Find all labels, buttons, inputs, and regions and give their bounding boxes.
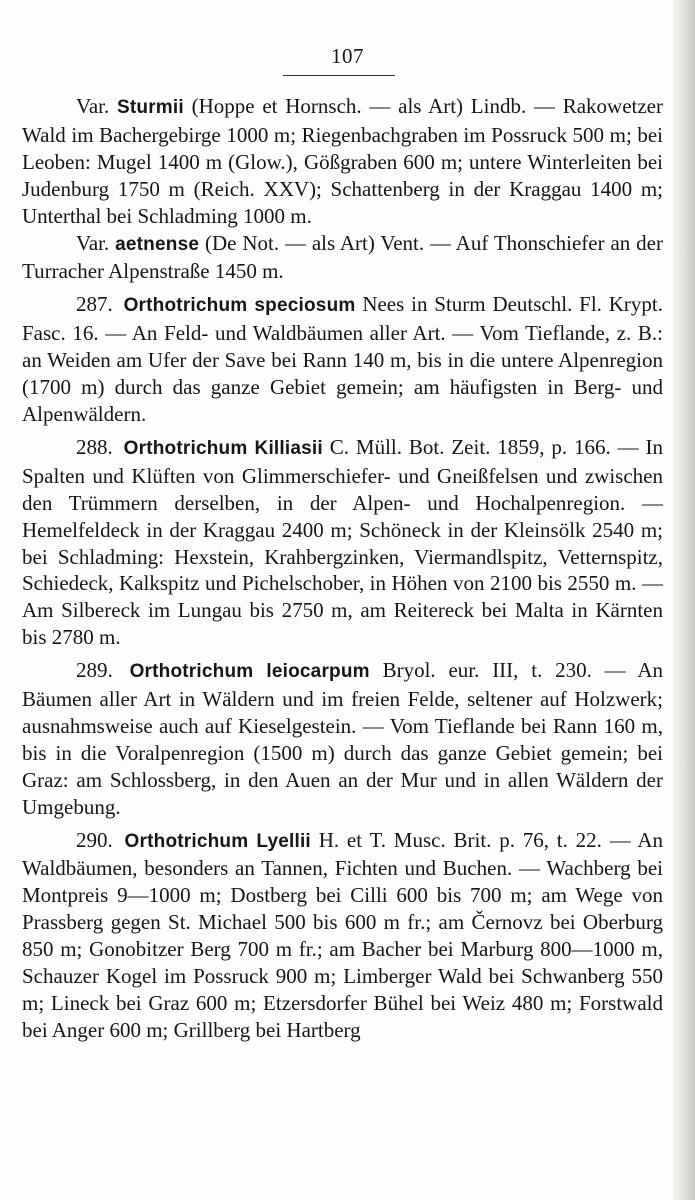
page-edge-shadow — [673, 0, 695, 1200]
variety-prefix: Var. — [76, 94, 110, 118]
paragraph-text: (De Not. — als Art) Vent. — Auf Thonschiefer an der Turracher Alpenstraße 1450 m. — [22, 230, 663, 284]
paragraph-text: Nees in Sturm Deutschl. Fl. Krypt. Fasc. 16. — An Feld- und Waldbäumen aller Art. — Vom Tieflande, z. B.: an Weiden am Ufer der Save bei Rann 140 m, bis in die untere Alpenregion (1700 m) durch das ganze Gebiet gemein; am häufigsten in Berg- und Alpenwäldern. — [22, 292, 664, 426]
taxon-name: Orthotrichum Killiasii — [123, 437, 323, 459]
paragraph-text: H. et T. Musc. Brit. p. 76, t. 22. — An Waldbäumen, besonders an Tannen, Fichten und Buchen. — Wachberg bei Montpreis 9—1000 m; Dostberg bei Cilli 600 bis 700 m; am Wege von Prassberg gegen St. Michael 500 bis 600 m fr.; am Černovz bei Oberburg 850 m; Gonobitzer Berg 700 m fr.; am Bacher bei Marburg 800—1000 m, Schauzer Kogel im Possruck 900 m; Limberger Wald bei Schwanberg 550 m; Lineck bei Graz 600 m; Etzersdorfer Bühel bei Weiz 480 m; Forstwald bei Anger 600 m; Grillberg bei Hartberg — [22, 827, 663, 1042]
taxon-name: Orthotrichum speciosum — [123, 295, 356, 317]
taxon-name: aetnense — [115, 233, 200, 255]
entry-number: 288. — [76, 434, 113, 459]
page-number: 107 — [331, 44, 364, 68]
taxon-name: Orthotrichum leiocarpum — [129, 661, 370, 683]
paragraph-288 — [22, 434, 663, 651]
page-body — [22, 93, 663, 1044]
paragraph-var-aetnense — [22, 230, 663, 286]
paragraph-var-sturmii — [22, 93, 663, 230]
entry-number: 290. — [76, 827, 113, 852]
taxon-name: Sturmii — [117, 97, 184, 118]
paragraph-289 — [22, 657, 663, 820]
variety-prefix: Var. — [76, 230, 110, 255]
paragraph-text: C. Müll. Bot. Zeit. 1859, p. 166. — In Spalten und Klüften von Glimmerschiefer- und Gneißfelsen und zwischen den Trümmern derselben, in der Alpen- und Hochalpenregion. — Hemelfeldeck in der Kraggau 2400 m; Schöneck in der Kleinsölk 2540 m; bei Schladming: Hexstein, Krahbergzinken, Viermandlspitz, Vetternspitz, Schiedeck, Kalkspitz und Pichelschober, in Höhen von 2100 bis 2550 m. — Am Silbereck im Lungau bis 2750 m, am Reitereck bei Malta in Kärnten bis 2780 m. — [22, 434, 664, 650]
page-number-rule — [283, 75, 395, 76]
entry-number: 289. — [76, 658, 113, 683]
paragraph-287 — [22, 291, 663, 428]
entry-number: 287. — [76, 292, 113, 317]
paragraph-text: (Hoppe et Hornsch. — als Art) Lindb. — Rakowetzer Wald im Bachergebirge 1000 m; Riegenbachgraben im Possruck 500 m; bei Leoben: Mugel 1400 m (Glow.), Gößgraben 600 m; untere Winterleiten bei Judenburg 1750 m (Reich. XXV); Schattenberg in der Kraggau 1400 m; Unterthal bei Schladming 1000 m. — [22, 94, 663, 228]
paragraph-text: Bryol. eur. III, t. 230. — An Bäumen aller Art in Wäldern und im freien Felde, seltener auf Holzwerk; ausnahmsweise auch auf Kieselgestein. — Vom Tieflande bei Rann 160 m, bis in die Voralpenregion (1500 m) durch das ganze Gebiet gemein; bei Graz: am Schlossberg, in den Auen an der Mur und in allen Wäldern der Umgebung. — [22, 658, 664, 819]
paragraph-290 — [22, 827, 663, 1044]
taxon-name: Orthotrichum Lyellii — [124, 830, 311, 852]
